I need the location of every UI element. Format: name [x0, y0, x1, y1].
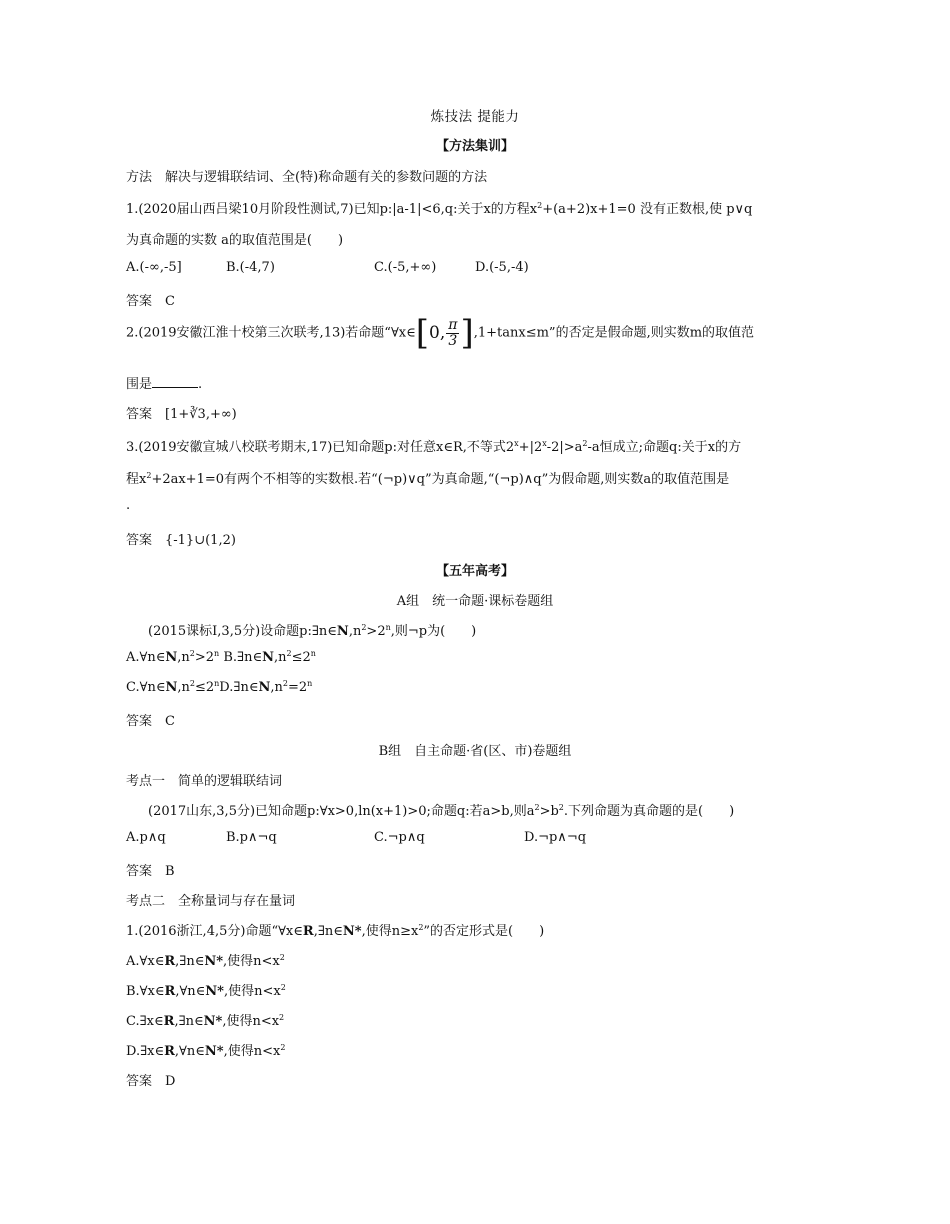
q3-stem-line3: . [126, 498, 131, 513]
q3-stem-line1: 3.(2019安徽宣城八校联考期末,17)已知命题p:对任意x∈R,不等式$2^x+|2^x-2|>a^2-a$恒成立;命题q:关于x的方 [126, 439, 742, 455]
group-b-q2-option-d: D.∃x∈R,∀n∈N*,使得$n<x^2$ [126, 1043, 286, 1059]
knowledge-point-1: 考点一 简单的逻辑联结词 [126, 774, 283, 789]
q1-stem-line2: 为真命题的实数 a的取值范围是( ) [126, 233, 344, 248]
group-b-q1-option-a: A.p∧q [126, 830, 166, 845]
group-a-options-cd: $C.\forall n\in N,n^2\le 2^nD.\exists n\in N,n^2=2^n$ [126, 679, 313, 695]
q1-option-a: A.(-∞,-5] [126, 260, 182, 275]
group-a-heading: A组 统一命题·课标卷题组 [396, 594, 554, 609]
left-bracket-symbol: [ [415, 313, 430, 353]
group-a-options-ab: $A.\forall n\in N,n^2>2^n$ $B.\exists n\in N,n^2\le 2^n$ [126, 649, 316, 665]
knowledge-point-2: 考点二 全称量词与存在量词 [126, 894, 296, 909]
q1-option-d: D.(-5,-4) [475, 260, 529, 275]
q3-stem-line2: 程$x^2+2ax+1=0$有两个不相等的实数根.若“(¬p)∨q”为真命题,“(¬p)∧q”为假命题,则实数a的取值范围是 [126, 471, 730, 487]
q1-option-b: B.(-4,7) [226, 260, 275, 275]
section-heading-five-years: 【五年高考】 [435, 564, 514, 579]
group-b-q1-option-b: B.p∧¬q [226, 830, 277, 845]
group-b-q2-option-b: B.∀x∈R,∀n∈N*,使得$n<x^2$ [126, 983, 286, 999]
group-b-q2-stem: 1.(2016浙江,4,5分)命题“∀x∈R,∃n∈N*,使得$n\ge x^2$”的否定形式是( ) [126, 923, 545, 939]
group-b-q2-option-c: C.∃x∈R,∃n∈N*,使得$n<x^2$ [126, 1013, 285, 1029]
q1-stem-line1: 1.(2020届山西吕梁10月阶段性测试,7)已知p:|a-1|<6,q:关于x的方程$x^2+(a+2)x+1=0$ 没有正数根,使 p∨q [126, 201, 753, 217]
group-b-q2-answer: 答案 D [126, 1074, 176, 1089]
right-bracket-symbol: ] [460, 313, 474, 353]
q2-stem-line1: 2.(2019安徽江淮十校第三次联考,13)若命题“∀x∈[0, $\frac{\pi}{3}$ ],1+tanx≤m”的否定是假命题,则实数m的取值范 [126, 313, 755, 353]
method-description: 方法 解决与逻辑联结词、全(特)称命题有关的参数问题的方法 [126, 170, 488, 185]
group-b-heading: B组 自主命题·省(区、市)卷题组 [378, 744, 572, 759]
fill-in-blank [152, 375, 198, 388]
q2-stem-line2: 围是 . [126, 377, 203, 392]
group-b-q1-answer: 答案 B [126, 864, 175, 879]
page-title: 炼技法 提能力 [430, 109, 520, 125]
group-a-question-stem: (2015课标Ⅰ,3,5分)设命题$p:\exists n\in N,n^2>2^n$,则¬p为( ) [148, 623, 477, 639]
q3-answer: 答案 {-1}∪(1,2) [126, 533, 236, 548]
q1-option-c: C.(-5,+∞) [374, 260, 437, 275]
q2-answer: 答案 [1+∛3,+∞) [126, 407, 237, 422]
group-b-q2-option-a: A.∀x∈R,∃n∈N*,使得$n<x^2$ [126, 953, 285, 969]
group-b-q1-option-d: D.¬p∧¬q [524, 830, 587, 845]
pi-over-3-fraction: $\frac{\pi}{3}$ [448, 316, 458, 349]
section-heading-method-training: 【方法集训】 [435, 139, 514, 154]
group-a-answer: 答案 C [126, 714, 175, 729]
group-b-q1-option-c: C.¬p∧q [374, 830, 425, 845]
group-b-q1-stem: (2017山东,3,5分)已知命题p:∀x>0,ln(x+1)>0;命题q:若a>b,则$a^2>b^2$.下列命题为真命题的是( ) [148, 803, 735, 819]
q1-answer: 答案 C [126, 294, 175, 309]
